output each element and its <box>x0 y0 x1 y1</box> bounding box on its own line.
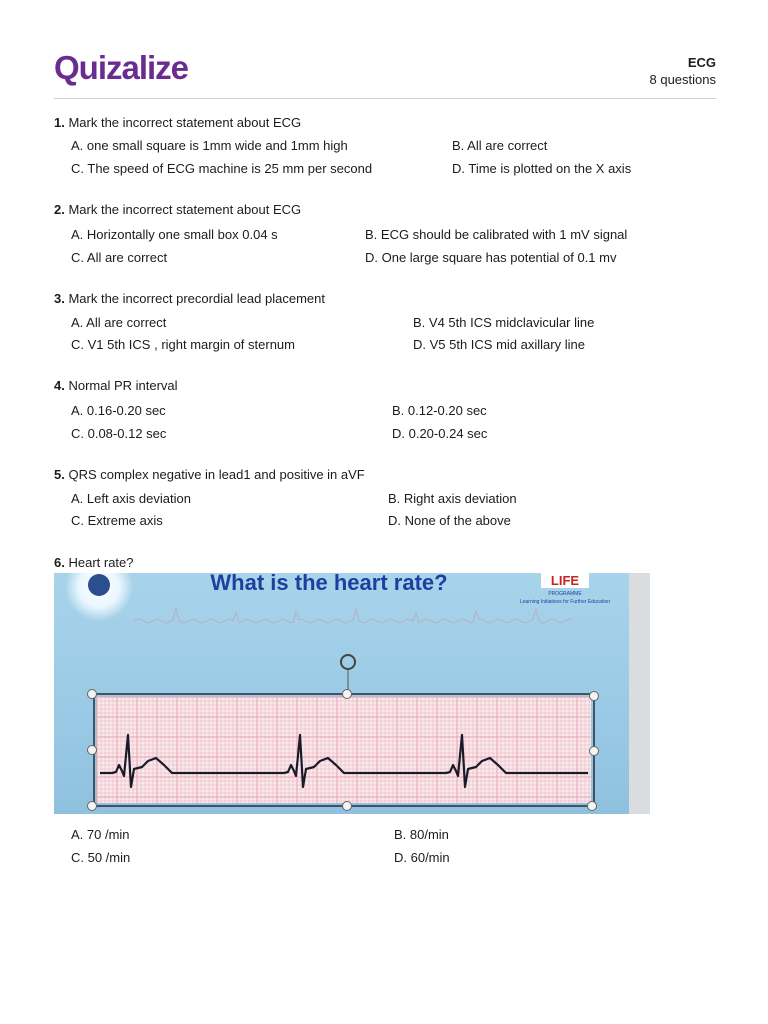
option-c[interactable]: C. 50 /min <box>71 850 131 865</box>
globe-icon <box>88 574 110 596</box>
resize-handle[interactable] <box>343 690 352 699</box>
question-stem <box>54 290 716 308</box>
option-d[interactable]: D. 60/min <box>394 850 450 865</box>
question-text: Mark the incorrect statement about ECG <box>68 115 302 130</box>
question-stem <box>54 114 716 132</box>
quizalize-logo[interactable]: Quizalize <box>54 49 189 86</box>
question-number: 2. <box>54 202 65 217</box>
resize-handle[interactable] <box>88 690 97 699</box>
question-number: 5. <box>54 467 65 482</box>
resize-handle[interactable] <box>590 747 599 756</box>
option-d[interactable]: D. One large square has potential of 0.1 mv <box>365 250 617 265</box>
question-number: 3. <box>54 291 65 306</box>
option-a[interactable]: A. one small square is 1mm wide and 1mm high <box>71 138 348 153</box>
question-text: QRS complex negative in lead1 and positive in aVF <box>68 467 365 482</box>
question-stem <box>54 377 716 395</box>
life-logo-subtext: PROGRAMME <box>548 591 582 597</box>
option-b[interactable]: B. V4 5th ICS midclavicular line <box>413 315 595 330</box>
question-number: 6. <box>54 555 65 570</box>
ecg-heading: What is the heart rate? <box>210 573 448 595</box>
ecg-illustration <box>54 573 650 814</box>
question-stem <box>54 466 716 484</box>
life-logo-text: LIFE <box>550 573 580 588</box>
question-text: Mark the incorrect precordial lead placement <box>68 291 325 306</box>
screen-bezel <box>629 573 650 814</box>
question-stem <box>54 201 716 219</box>
question-3 <box>54 290 716 352</box>
option-b[interactable]: B. ECG should be calibrated with 1 mV signal <box>365 227 628 242</box>
question-count: 8 questions <box>649 72 716 87</box>
question-2 <box>54 201 716 265</box>
ecg-image <box>54 573 650 814</box>
option-b[interactable]: B. 80/min <box>394 827 449 842</box>
quiz-meta <box>650 54 717 88</box>
option-a[interactable]: A. Horizontally one small box 0.04 s <box>71 227 278 242</box>
resize-handle[interactable] <box>588 802 597 811</box>
option-c[interactable]: C. The speed of ECG machine is 25 mm per second <box>71 161 373 176</box>
resize-handle[interactable] <box>88 746 97 755</box>
question-stem <box>54 554 716 572</box>
option-d[interactable]: D. Time is plotted on the X axis <box>452 161 632 176</box>
option-b[interactable]: B. All are correct <box>452 138 548 153</box>
quiz-title: ECG <box>687 55 716 70</box>
option-d[interactable]: D. 0.20-0.24 sec <box>392 426 488 441</box>
option-a[interactable]: A. All are correct <box>71 315 167 330</box>
option-c[interactable]: C. V1 5th ICS , right margin of sternum <box>71 337 295 352</box>
question-6-options <box>54 826 716 886</box>
option-c[interactable]: C. Extreme axis <box>71 513 163 528</box>
option-a[interactable]: A. 70 /min <box>71 827 130 842</box>
page-header <box>54 48 716 98</box>
question-5 <box>54 466 716 528</box>
question-text: Heart rate? <box>68 555 134 570</box>
header-divider <box>54 98 716 99</box>
option-c[interactable]: C. 0.08-0.12 sec <box>71 426 167 441</box>
option-b[interactable]: B. 0.12-0.20 sec <box>392 403 487 418</box>
question-6 <box>54 554 716 572</box>
option-d[interactable]: D. None of the above <box>388 513 511 528</box>
question-number: 1. <box>54 115 65 130</box>
option-d[interactable]: D. V5 5th ICS mid axillary line <box>413 337 585 352</box>
question-text: Mark the incorrect statement about ECG <box>68 202 302 217</box>
option-c[interactable]: C. All are correct <box>71 250 168 265</box>
resize-handle[interactable] <box>88 802 97 811</box>
resize-handle[interactable] <box>590 692 599 701</box>
question-number: 4. <box>54 378 65 393</box>
question-4 <box>54 377 716 441</box>
option-a[interactable]: A. 0.16-0.20 sec <box>71 403 166 418</box>
life-tagline: Learning Initiatives for Further Education <box>519 599 611 605</box>
resize-handle[interactable] <box>343 802 352 811</box>
option-a[interactable]: A. Left axis deviation <box>71 491 191 506</box>
question-1 <box>54 114 716 176</box>
question-text: Normal PR interval <box>68 378 178 393</box>
option-b[interactable]: B. Right axis deviation <box>388 491 517 506</box>
